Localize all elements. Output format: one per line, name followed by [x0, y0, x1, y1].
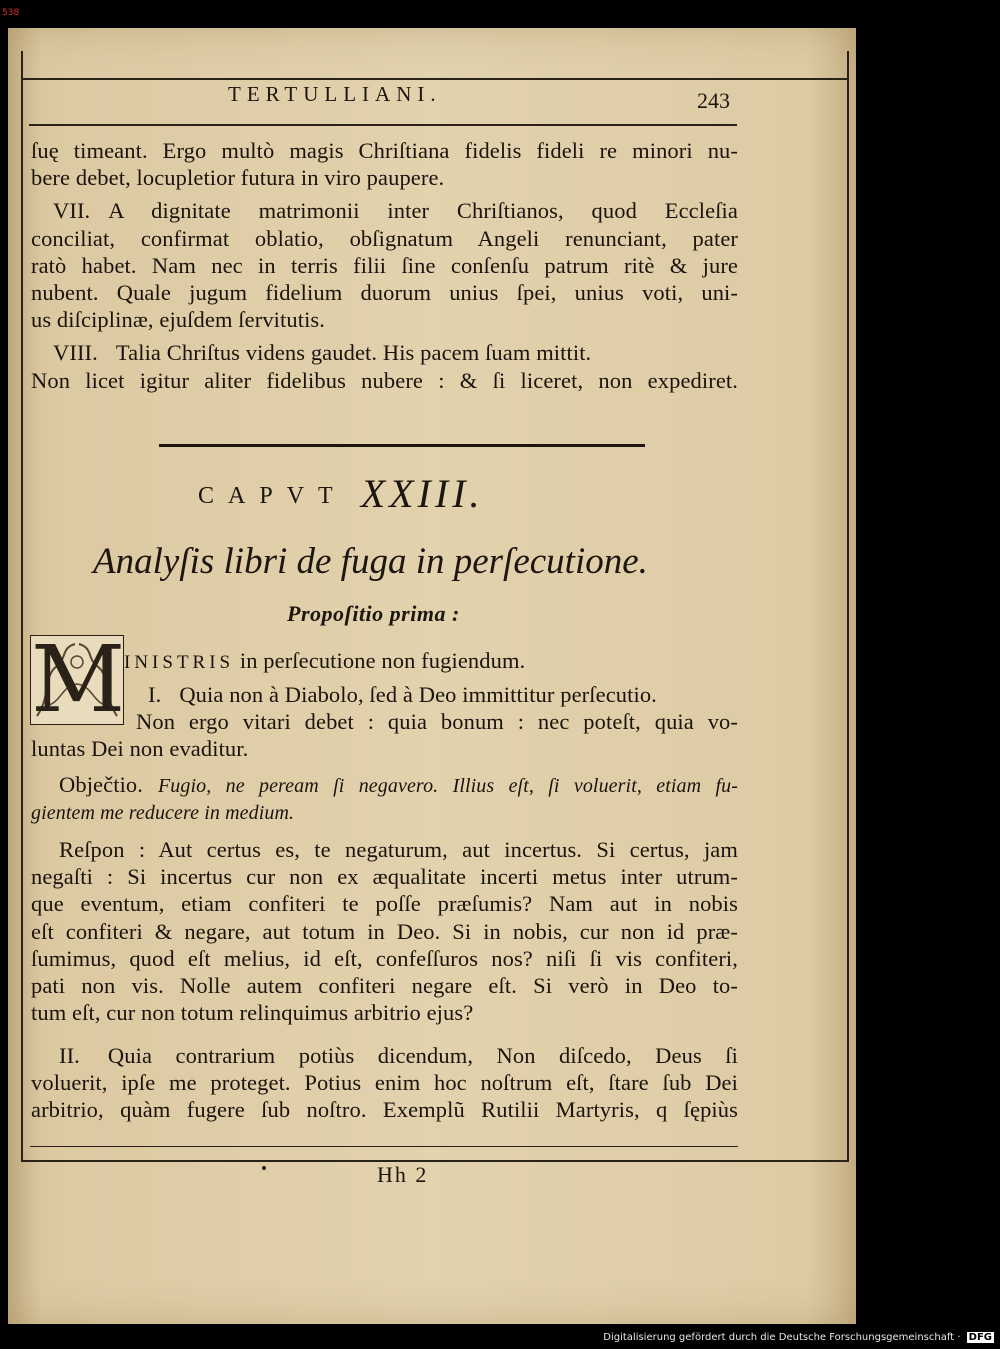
top-rule: [21, 78, 849, 80]
text-line: Non ergo vitari debet : quia bonum : nec poteſt, quia vo-: [136, 709, 738, 734]
footer-credit: Digitalisierung gefördert durch die Deutsche Forschungsgemeinschaft · DFG: [603, 1332, 992, 1343]
chapter-numeral: XXIII.: [360, 471, 484, 516]
initial-letter: M: [31, 626, 126, 733]
objection-label: Obječtio.: [59, 772, 144, 797]
text-line: [124, 681, 738, 708]
text-line: [31, 771, 738, 800]
text-line-content: Quia contrarium potiùs dicendum, Non diſcedo, Deus ſi: [107, 1043, 738, 1068]
text-line: bere debet, locupletior futura in viro paupere.: [31, 165, 445, 191]
paragraph-number: I.: [148, 682, 162, 707]
text-line: voluerit, ipſe me proteget. Potius enim hoc noſtrum eſt, ſtare ſub Dei: [31, 1070, 738, 1096]
paragraph-number: VIII.: [53, 340, 98, 366]
scan-number: 538: [2, 8, 20, 18]
text-line: [31, 339, 738, 366]
ink-dot: [262, 1166, 266, 1170]
response: [31, 836, 738, 1026]
chapter-title: [198, 470, 484, 517]
text-line: gientem me reducere in medium.: [31, 802, 295, 825]
text-line: ſuę timeant. Ergo multò magis Chriſtiana fidelis fideli re minori nu-: [31, 138, 738, 163]
first-line: [124, 647, 738, 676]
text-line: negaſti : Si incertus cur non ex æqualitate incerti metus inter utrum-: [31, 864, 738, 890]
proposition-heading: Propoſitio prima :: [287, 601, 460, 626]
item-two: [31, 1042, 738, 1124]
text-line: Reſpon : Aut certus es, te negaturum, aut incertus. Si certus, jam: [59, 837, 738, 862]
text-line: ſumimus, quod eſt melius, id eſt, confeſſuros nos? niſi ſi vis confiteri,: [31, 945, 738, 971]
running-head: TERTULLIANI.: [228, 82, 442, 106]
upper-text-block: [31, 137, 738, 394]
text-line: [124, 647, 738, 676]
footer-text: Digitalisierung gefördert durch die Deutsche Forschungsgemeinschaft: [603, 1332, 955, 1343]
text-line: [31, 1042, 738, 1069]
paragraph-number: II.: [59, 1043, 80, 1068]
objection: [31, 771, 738, 827]
dfg-logo: DFG: [968, 1332, 992, 1343]
text-line: arbitrio, quàm fugere ſub noſtro. Exemplũ Rutilii Martyris, q ſępiùs: [31, 1097, 738, 1123]
text-line: que eventum, etiam confiteri te poſſe præſumis? Nam aut in nobis: [31, 891, 738, 917]
paragraph-number: VII.: [53, 198, 91, 224]
text-line: ratò habet. Nam nec in terris filii ſine conſenſu patrum ritè & jure: [31, 252, 738, 278]
page-number: 243: [697, 88, 730, 113]
text-line: eſt confiteri & negare, aut totum in Deo. Si in nobis, cur non id præ-: [31, 918, 738, 944]
text-line-content: A dignitate matrimonii inter Chriſtianos, quod Eccleſia: [108, 198, 738, 224]
text-line: us diſciplinæ, ejuſdem ſervitutis.: [31, 307, 325, 333]
header-rule: [29, 124, 737, 126]
ornamental-initial: [30, 626, 126, 733]
text-line: [31, 197, 738, 224]
text-line-content: Talia Chriſtus videns gaudet. His pacem ſuam mittit.: [115, 340, 592, 366]
text-line-content: Quia non à Diabolo, ſed à Deo immittitur perſecutio.: [179, 682, 657, 707]
bottom-rule: [30, 1146, 738, 1147]
item-one-end: [31, 735, 738, 762]
text-line: nubent. Quale jugum fidelium duorum unius ſpei, unius voti, uni-: [31, 280, 738, 306]
text-line: pati non vis. Nolle autem confiteri negare eſt. Si verò in Deo to-: [31, 973, 738, 999]
text-line: luntas Dei non evaditur.: [31, 736, 249, 761]
small-caps-word: INISTRIS: [124, 652, 235, 673]
text-line-content: in perſecutione non fugiendum.: [234, 648, 526, 673]
text-line: tum eſt, cur non totum relinquimus arbitrio ejus?: [31, 1000, 474, 1026]
chapter-word: CAPVT: [198, 483, 347, 509]
text-line: Non licet igitur aliter fidelibus nubere : & ſi liceret, non expediret.: [31, 367, 738, 393]
chapter-rule: [159, 444, 645, 447]
signature-mark: Hh 2: [377, 1162, 429, 1187]
item-one: [124, 681, 738, 708]
item-one-cont: [124, 708, 738, 735]
objection-text: Fugio, ne peream ſi negavero. Illius eſt, ſi voluerit, etiam fu-: [157, 775, 738, 797]
analysis-title: Analyſis libri de fuga in perſecutione.: [93, 541, 648, 582]
text-line: conciliat, confirmat oblatio, obſignatum Angeli renunciant, pater: [31, 225, 738, 251]
